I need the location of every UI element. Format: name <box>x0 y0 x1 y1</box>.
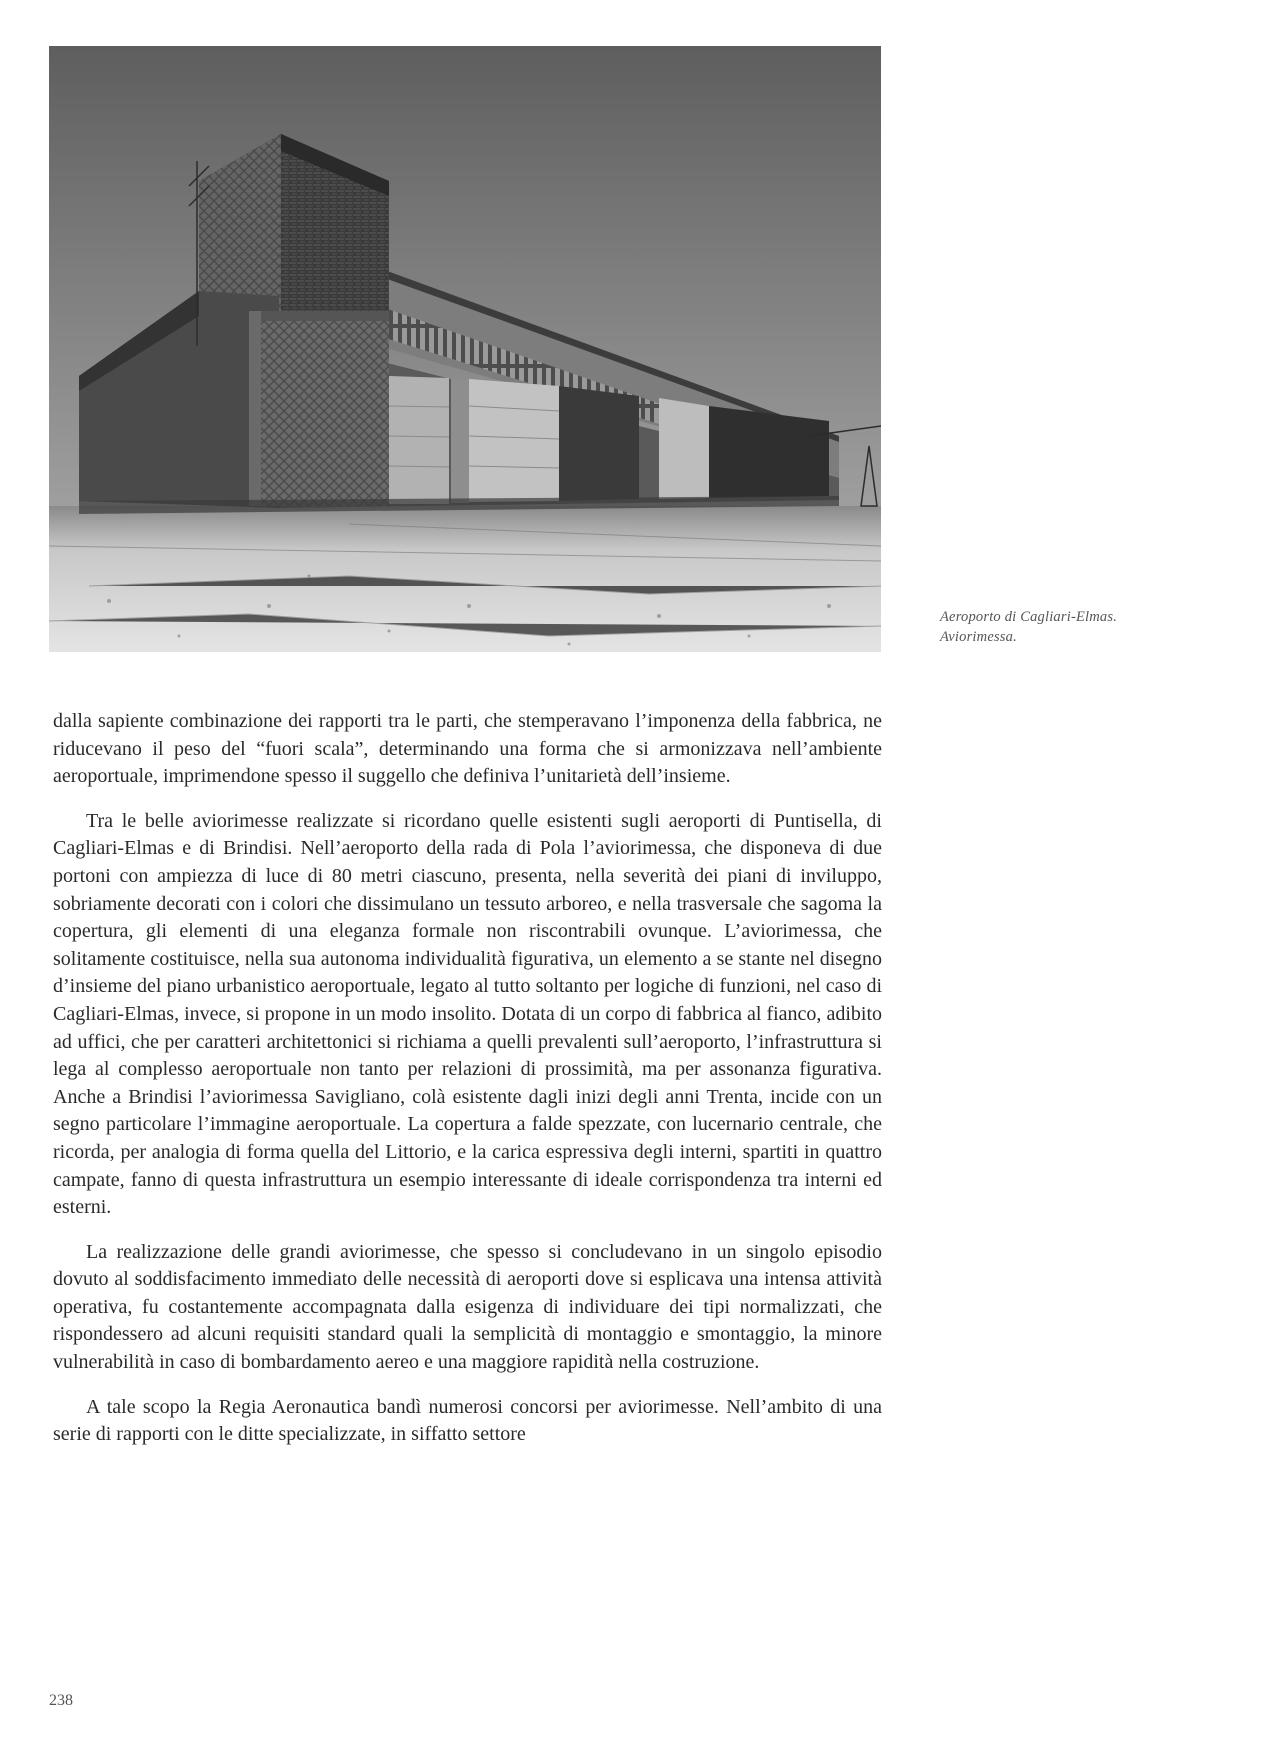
page-number: 238 <box>49 1692 73 1709</box>
hangar-photograph <box>49 46 881 652</box>
caption-line-location: Aeroporto di Cagliari-Elmas. <box>940 609 1118 625</box>
body-text <box>53 708 882 1466</box>
paragraph-concorsi: A tale scopo la Regia Aeronautica bandì numerosi concorsi per aviorimesse. Nell’ambito di una serie di rapporti con le ditte specializzate, in siffatto settore <box>53 1395 882 1446</box>
paragraph-aviorimesse-examples: Tra le belle aviorimesse realizzate si ricordano quelle esistenti sugli aeroporti di Puntisella, di Cagliari-Elmas e di Brindisi. Nell’aeroporto della rada di Pola l’aviorimessa, che disponeva di due portoni con ampiezza di luce di 80 metri ciascuno, presenta, nella severità dei piani di inviluppo, sobriamente decorati con i colori che dissimulano un tessuto arboreo, e nella trasversale che sagoma la copertura, gli elementi di una eleganza formale non riscontrabili ovunque. L’aviorimessa, che solitamente costituisce, nella sua autonoma individualità figurativa, un elemento a se stante nel disegno d’insieme del piano urbanistico aeroportuale, legato al tutto soltanto per logiche di funzioni, nel caso di Cagliari-Elmas, invece, si propone in un modo insolito. Dotata di un corpo di fabbrica al fianco, adibito ad uffici, che per caratteri architettonici si richiama a quelli prevalenti sull’aeroporto, l’infrastruttura si lega al complesso aeroportuale non tanto per relazioni di prossimità, ma per assonanza figurativa. Anche a Brindisi l’aviorimessa Savigliano, colà esistente dagli inizi degli anni Trenta, incide con un segno particolare l’immagine aeroportuale. La copertura a falde spezzate, con lucernario centrale, che ricorda, per analogia di forma quella del Littorio, e la carica espressiva degli interni, spartiti in quattro campate, fanno di questa infrastruttura un esempio interessante di ideale corrispondenza tra interni ed esterni. <box>53 809 882 1219</box>
paragraph-standard-types: La realizzazione delle grandi aviorimesse, che spesso si concludevano in un singolo episodio dovuto al soddisfacimento immediato delle necessità di aeroporti dove si esplicava una intensa attività operativa, fu costantemente accompagnata dalla esigenza di individuare dei tipi normalizzati, che rispondessero ad alcuni requisiti standard quali la semplicità di montaggio e smontaggio, la minore vulnerabilità in caso di bombardamento aereo e una maggiore rapidità nella costruzione. <box>53 1240 882 1374</box>
hangar-photo-illustration <box>49 46 881 652</box>
caption-line-subject: Aviorimessa. <box>940 629 1017 645</box>
figure-caption <box>940 607 1240 647</box>
paragraph-continuation: dalla sapiente combinazione dei rapporti tra le parti, che stemperavano l’imponenza della fabbrica, ne riducevano il peso del “fuori scala”, determinando una forma che si armonizzava nell’ambiente aeroportuale, imprimendone spesso il suggello che definiva l’unitarietà dell’insieme. <box>53 710 882 788</box>
